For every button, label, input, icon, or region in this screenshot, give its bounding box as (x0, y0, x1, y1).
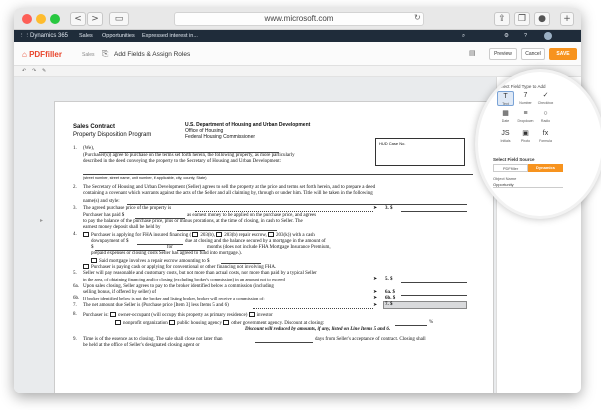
photo-tile-label: Photo (520, 139, 531, 143)
investor-label: investor (256, 313, 273, 318)
address-bar[interactable]: www.microsoft.com (174, 12, 424, 26)
new-tab-button[interactable]: + (560, 12, 574, 26)
avatar[interactable] (544, 32, 552, 40)
doc-commissioner: Federal Housing Commissioner (185, 134, 256, 140)
tabs-icon[interactable]: ❐ (514, 12, 530, 26)
line-4-months: months (does not include FHA Mortgage Insurance Premium, (207, 245, 331, 250)
line-6a-text-2: selling bonus, if offered by seller) of (83, 290, 157, 295)
line-9-text-3: be held at the office of Seller's designated closing agent or (83, 343, 200, 348)
formula-tile-label: Formula (539, 139, 552, 143)
dynamics-navbar (14, 30, 581, 42)
save-button[interactable]: SAVE (549, 48, 577, 60)
reload-icon[interactable]: ↻ (414, 13, 421, 22)
line-5-amount: 5. $ (385, 277, 393, 282)
line-1-number: 1. (73, 146, 77, 151)
arrow-3: ➤ (373, 206, 378, 211)
line-2-text-2: containing a covenant which warrants against the acts of the Seller and all claiming by, through or under him. Title will be taken in the following (83, 191, 373, 196)
line-3-earnest: Purchaser has paid $ (83, 213, 125, 218)
203k-checkbox[interactable] (268, 232, 274, 237)
dropdown-tile-label: Dropdown (517, 119, 534, 123)
line-4-mortgage: due at closing and the balance secured by a mortgage in the amount of (185, 239, 326, 244)
photo-field-tile[interactable] (517, 129, 534, 144)
magnified-content (483, 80, 563, 188)
line-1-text-2: described in the deed conveying the property to the Secretary of Housing and Urban Development: (83, 159, 281, 164)
checkbox-field-tile[interactable] (537, 91, 554, 106)
gov-agency-label: other government agency. (231, 321, 284, 326)
source-tabs (493, 164, 563, 173)
line-4-fha (83, 232, 315, 239)
contract-page (54, 101, 494, 393)
formula-field-tile[interactable] (537, 129, 554, 144)
commission-field[interactable] (401, 295, 467, 296)
photo-icon: ▣ (522, 130, 529, 137)
hud-case-label: HUD Case No. (379, 141, 406, 146)
toolbar (14, 66, 581, 77)
arrow-6b: ➤ (373, 296, 378, 301)
pdffiller-header (14, 42, 581, 66)
line-3-earnest-2: as earnest money to be applied on the purchase price, and agrees (187, 213, 317, 218)
checkbox-tile-label: Checkbox (537, 101, 554, 105)
line-6a-amount: 6a. $ (385, 290, 395, 295)
net-amount-field[interactable] (383, 301, 467, 309)
dynamics-record[interactable]: Expressed interest in... (142, 33, 198, 39)
text-icon: T (503, 93, 508, 100)
tab-dynamics[interactable]: Dynamics (528, 164, 563, 172)
date-icon: ▦ (502, 110, 509, 117)
purchase-price-field[interactable] (401, 211, 467, 212)
closing-days-field[interactable] (255, 342, 313, 343)
line-4-cash (83, 264, 276, 271)
pdffiller-brand: PDFfiller (29, 50, 62, 59)
cancel-button[interactable]: Cancel (521, 48, 545, 60)
doc-office: Office of Housing (185, 128, 224, 134)
dynamics-area[interactable]: Sales (79, 33, 93, 39)
line-3-text: The agreed purchase price of the property is (83, 206, 172, 211)
line-9-text-2: days from Seller's acceptance of contract. Closing shall (315, 337, 426, 342)
public-housing-label: public housing agency (177, 321, 223, 326)
page-title: Add Fields & Assign Roles (114, 51, 191, 58)
line-8-label: Purchaser is: (83, 313, 109, 318)
line-8-purchaser (83, 312, 273, 319)
extension-icon[interactable]: ● (534, 12, 550, 26)
arrow-6a: ➤ (373, 290, 378, 295)
discount-percent: % (429, 320, 434, 325)
arrow-7: ➤ (373, 303, 378, 308)
initials-icon: JS (501, 130, 510, 137)
deposit-holder-field[interactable] (177, 230, 277, 231)
203b-label: 203(b), (200, 233, 215, 238)
discount-field[interactable] (395, 325, 427, 326)
203b-checkbox[interactable] (192, 232, 198, 237)
line-4-fha-text: Purchaser is applying for FHA insured financing ( (91, 233, 192, 238)
settings-icon[interactable]: ⚙ (504, 33, 509, 39)
apps-grid-icon[interactable]: ⋮⋮ (19, 33, 30, 39)
initials-field-tile[interactable] (497, 129, 514, 144)
public-housing-checkbox[interactable] (169, 320, 175, 325)
line-5-text-2: in the area, of obtaining financing and/or closing (excluding broker's commission) in an amount not to exceed (83, 277, 285, 282)
address-caption: (street number, street name, unit number, if applicable, city, county, State) (83, 176, 207, 180)
number-tile-label: Number (519, 101, 532, 105)
breadcrumb[interactable]: Sales (82, 52, 95, 58)
number-icon: 7 (523, 92, 528, 99)
line-5-text: Seller will pay reasonable and customary costs, but not more than actual costs, nor more than paid by a typical Seller (83, 271, 317, 276)
text-tile-label: Text (502, 102, 509, 106)
text-field-tile[interactable] (497, 91, 514, 106)
net-dotted-line (253, 308, 373, 309)
gov-agency-checkbox[interactable] (223, 320, 229, 325)
search-icon[interactable]: ⌕ (462, 33, 466, 39)
initials-tile-label: Initials (500, 139, 511, 143)
line-8-org (115, 320, 324, 327)
magnified-field-panel (475, 69, 601, 219)
share-icon[interactable]: ⇪ (494, 12, 510, 26)
opportunity-select[interactable]: Opportunity (493, 182, 563, 188)
page-nav-arrow[interactable]: ▸ (40, 218, 44, 224)
line-6a-number: 6a. (73, 284, 79, 289)
discount-label: Discount at closing: (284, 321, 325, 326)
preview-button[interactable]: Preview (489, 48, 517, 60)
line-4-cash-text: Purchaser is paying cash or applying for conventional or other financing not involving FHA. (91, 265, 277, 270)
line-2-text-3: name(s) and style: (83, 199, 120, 204)
line-8-number: 8. (73, 312, 77, 317)
number-field-tile[interactable] (517, 91, 534, 106)
hud-case-box[interactable] (375, 138, 465, 166)
source-title: Select Field Source (493, 157, 535, 162)
closing-costs-field[interactable] (401, 282, 467, 283)
203b-repair-label: 203(b) repair escrow, (224, 233, 267, 238)
line-4-for: for (167, 245, 173, 250)
back-button[interactable]: < (70, 12, 86, 26)
pdffiller-logo-icon: ⌂ (22, 50, 30, 59)
line-7-number: 7. (73, 303, 77, 308)
line-6b-text: If broker identified below is not the broker and listing broker, broker will receive a commission of: (83, 296, 265, 301)
owner-occupant-checkbox[interactable] (110, 312, 116, 317)
dropdown-icon: ≡ (523, 110, 528, 117)
radio-icon: ○ (543, 110, 548, 117)
line-4-dollar: $ (91, 245, 94, 250)
line-2-number: 2. (73, 185, 77, 190)
nonprofit-label: nonprofit organization (123, 321, 168, 326)
sidebar-toggle-icon[interactable]: ▭ (109, 12, 129, 26)
line-3-deposit: earnest money deposit shall be held by (83, 225, 161, 230)
price-dotted-line (195, 211, 373, 212)
minimize-window-button[interactable] (36, 14, 46, 24)
line-4-downpayment: downpayment of $ (91, 239, 129, 244)
line-6a-text: Upon sales closing, Seller agrees to pay to the broker identified below a commission (including (83, 284, 274, 289)
line-9-number: 9. (73, 337, 77, 342)
line-4-repair-text: Said mortgage involves a repair escrow amounting to $ (99, 259, 210, 264)
radio-tile-label: Radio (540, 119, 551, 123)
dynamics-entity[interactable]: Opportunities (102, 33, 135, 39)
line-3-number: 3. (73, 206, 77, 211)
field-type-tiles (483, 91, 563, 151)
line-9-text: Time is of the essence as to closing. The sale shall close not later than (83, 337, 223, 342)
line-6b-amount: 6b. $ (385, 296, 396, 301)
line-1-we: (We), (83, 146, 95, 151)
owner-occupant-label: owner-occupant (will occupy this property as primary residence) (117, 313, 248, 318)
line-7-amount: 7. $ (385, 302, 393, 307)
line-2-text: The Secretary of Housing and Urban Development (Seller) agrees to sell the property at the price and terms set forth herein, and to prepare a deed (83, 185, 376, 190)
dropdown-field-tile[interactable] (517, 109, 534, 124)
doc-subheading: Property Disposition Program (73, 132, 152, 138)
line-3-balance: to pay the balance of the purchase price, plus or minus prorations, at the time of closing, in cash to Seller. The (83, 219, 303, 224)
arrow-5: ➤ (373, 277, 378, 282)
date-tile-label: Date (501, 119, 510, 123)
comment-icon[interactable]: ✎ (42, 68, 47, 74)
line-6b-number: 6b. (73, 296, 80, 301)
nonprofit-checkbox[interactable] (115, 320, 121, 325)
radio-field-tile[interactable] (537, 109, 554, 124)
title-name-line[interactable] (127, 204, 467, 205)
line-5-number: 5. (73, 271, 77, 276)
doc-agency: U.S. Department of Housing and Urban Development (185, 122, 311, 128)
line-7-text: The net amount due Seller is (Purchase price [Item 3] less Items 5 and 6) (83, 303, 229, 308)
zoom-window-button[interactable] (50, 14, 60, 24)
fha-checkbox[interactable] (83, 232, 89, 237)
close-window-button[interactable] (22, 14, 32, 24)
role-icon[interactable]: ▤ (469, 50, 476, 57)
browser-titlebar (14, 8, 581, 30)
date-field-tile[interactable] (497, 109, 514, 124)
formula-icon: fx (542, 130, 549, 137)
object-name-label: Object Name (493, 176, 517, 181)
line-8-note: Discount will reduced by amounts, if any, listed on Line Items 5 and 6. (245, 327, 391, 332)
fields-icon: ⎘ (102, 49, 109, 58)
dynamics-app-name[interactable]: Dynamics 365 (30, 33, 69, 39)
checkbox-icon: ✓ (542, 92, 549, 99)
forward-button[interactable]: > (87, 12, 103, 26)
redo-icon[interactable]: ↷ (32, 68, 37, 74)
line-1-text: (Purchaser(s)) agree to purchase on the terms set forth herein, the following property, as more particularly (83, 153, 295, 158)
doc-heading: Sales Contract (73, 124, 116, 130)
help-icon[interactable]: ? (524, 33, 528, 39)
cash-checkbox[interactable] (83, 264, 89, 269)
panel-title: Select Field Type to Add (497, 84, 546, 89)
undo-icon[interactable]: ↶ (22, 68, 27, 74)
203k-label: 203(k)) with a cash (276, 233, 315, 238)
line-4-number: 4. (73, 232, 77, 237)
line-3-amount: 3. $ (385, 206, 393, 211)
tab-pdffiller[interactable]: PDFfiller (493, 164, 528, 172)
repair-escrow-checkbox[interactable] (91, 258, 97, 263)
203b-repair-checkbox[interactable] (216, 232, 222, 237)
browser-window (14, 8, 581, 393)
pdffiller-logo (22, 50, 62, 59)
investor-checkbox[interactable] (249, 312, 255, 317)
downpayment-field[interactable] (137, 244, 183, 245)
line-4-prepaid: prepaid expenses or closing costs Seller has agreed to fund into mortgage.). (91, 251, 242, 256)
